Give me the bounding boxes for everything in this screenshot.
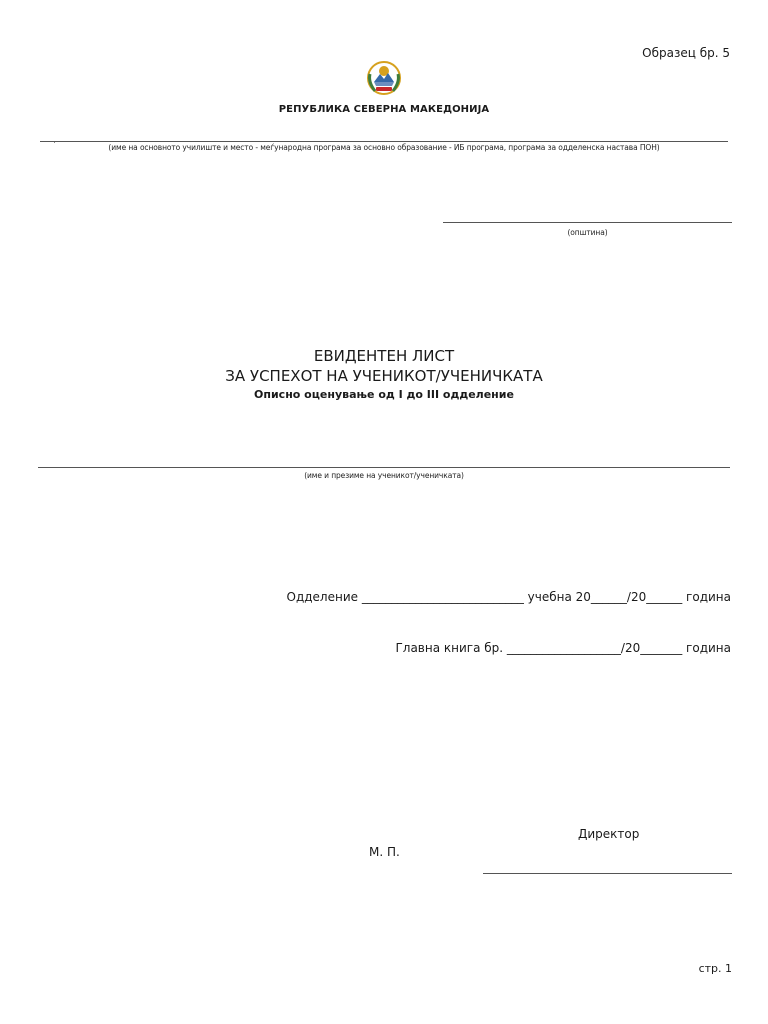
- director-signature-line: [483, 873, 732, 874]
- register-blank: ___________________/20_______ година: [506, 641, 731, 655]
- document-title-line2: ЗА УСПЕХОТ НА УЧЕНИКОТ/УЧЕНИЧКАТА: [225, 367, 543, 385]
- class-row: [287, 590, 732, 604]
- register-row: [395, 641, 731, 655]
- municipality-line: [443, 222, 732, 223]
- student-name-line: [38, 467, 730, 468]
- director-label: Директор: [578, 827, 640, 841]
- class-label: Одделение: [286, 590, 359, 604]
- form-number: Образец бр. 5: [642, 46, 730, 60]
- register-label: Главна книга бр.: [395, 641, 504, 655]
- school-caption: (име на основното училиште и место - меѓународна програма за основно образование - ИБ програма, програма за одделенска настава ПОН): [108, 143, 660, 152]
- municipality-caption: (општина): [567, 228, 608, 237]
- document-title-line1: ЕВИДЕНТЕН ЛИСТ: [313, 347, 455, 365]
- student-caption: (име и презиме на ученикот/ученичката): [304, 471, 464, 480]
- coat-of-arms-icon: [366, 60, 402, 96]
- page-number: стр. 1: [698, 962, 732, 975]
- document-subtitle: Описно оценување од I до III одделение: [254, 388, 514, 401]
- country-name: РЕПУБЛИКА СЕВЕРНА МАКЕДОНИЈА: [278, 104, 490, 115]
- school-year-label: учебна 20______/20______ година: [527, 590, 731, 604]
- stamp-label: М. П.: [369, 845, 400, 859]
- school-name-line: [40, 141, 728, 142]
- class-blank: ___________________________: [361, 590, 524, 604]
